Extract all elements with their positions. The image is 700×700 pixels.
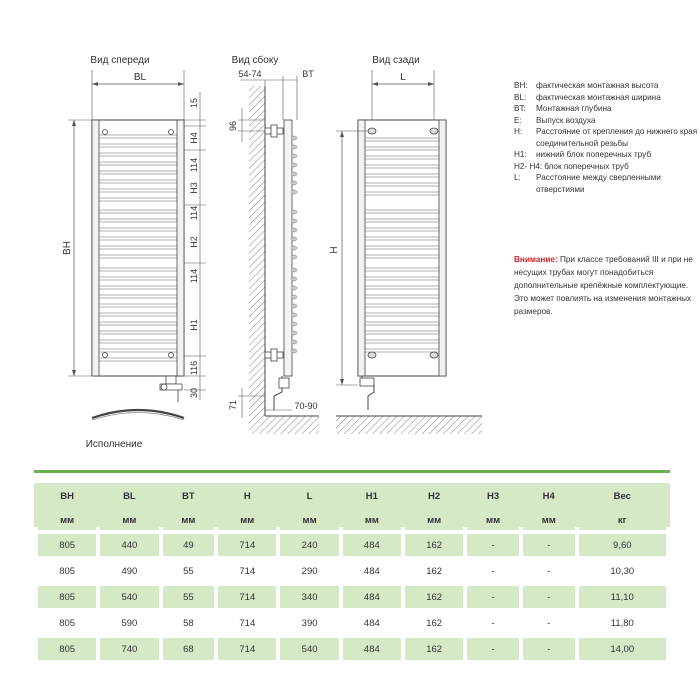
legend-desc: фактическая монтажная высота	[536, 81, 659, 90]
table-cell: 484	[343, 612, 401, 634]
curved-variant-icon	[92, 410, 184, 418]
table-cell: 55	[163, 560, 215, 582]
table-header-row	[38, 486, 666, 506]
table-row	[38, 586, 666, 608]
column-header: H4	[523, 486, 575, 506]
table-cell: -	[523, 612, 575, 634]
table-cell: 240	[280, 534, 338, 556]
front-view	[62, 55, 206, 450]
floor-hatch	[336, 416, 482, 434]
column-header: BL	[100, 486, 158, 506]
column-unit: мм	[100, 510, 158, 530]
mount-point-icon	[169, 353, 174, 358]
table-cell: 162	[405, 534, 463, 556]
table-cell: -	[523, 534, 575, 556]
column-header: H3	[467, 486, 519, 506]
table-cell: 740	[100, 638, 158, 660]
column-unit: мм	[163, 510, 215, 530]
dim-114-c: 114	[189, 268, 199, 284]
table-cell: 805	[38, 534, 96, 556]
legend-desc: фактическая монтажная ширина	[536, 92, 661, 102]
table-cell: -	[467, 586, 519, 608]
column-header: H2	[405, 486, 463, 506]
legend-key: H1:	[514, 150, 527, 159]
mount-point-icon	[169, 130, 174, 135]
table-cell: 805	[38, 560, 96, 582]
table-row	[38, 534, 666, 556]
dim-96: 96	[228, 120, 238, 132]
column-unit: мм	[523, 510, 575, 530]
table-row	[38, 612, 666, 634]
dim-116: 116	[189, 360, 199, 376]
legend-key: H2- H4:	[514, 161, 543, 171]
legend-row	[514, 115, 700, 127]
legend-key: BT:	[514, 104, 526, 113]
column-unit: кг	[579, 510, 666, 530]
column-unit: мм	[467, 510, 519, 530]
legend-row	[514, 172, 700, 195]
table-cell: -	[467, 560, 519, 582]
legend-desc: нижний блок поперечных труб	[536, 150, 652, 159]
column-header: H1	[343, 486, 401, 506]
table-cell: 340	[280, 586, 338, 608]
legend-desc: Монтажная глубина	[536, 104, 612, 113]
table-cell: -	[523, 586, 575, 608]
dim-h1: H1	[189, 319, 199, 331]
table-cell: 9,60	[579, 534, 666, 556]
table-cell: 805	[38, 638, 96, 660]
front-view-title: Вид спереди	[90, 55, 150, 66]
table-cell: 162	[405, 560, 463, 582]
table-cell: -	[523, 560, 575, 582]
table-cell: 58	[163, 612, 215, 634]
floor-hatch	[249, 416, 319, 434]
mount-hole-icon	[368, 128, 376, 134]
table-cell: 440	[100, 534, 158, 556]
table-units-row	[38, 510, 666, 530]
table-cell: 714	[218, 638, 276, 660]
mount-hole-icon	[430, 128, 438, 134]
column-unit: мм	[405, 510, 463, 530]
table-cell: 484	[343, 534, 401, 556]
table-cell: 10,30	[579, 560, 666, 582]
legend-row	[514, 149, 700, 161]
legend-key: E:	[514, 115, 522, 125]
legend-desc: Выпуск воздуха	[536, 115, 596, 125]
column-header: BT	[163, 486, 215, 506]
legend-desc: Расстояние между сверленными отверстиями	[536, 173, 661, 194]
column-unit: мм	[38, 510, 96, 530]
mount-hole-icon	[430, 352, 438, 358]
table-cell: -	[467, 638, 519, 660]
column-unit: мм	[218, 510, 276, 530]
warning-label: Внимание:	[514, 255, 558, 264]
valve-icon	[166, 376, 176, 384]
legend-key: BH:	[514, 81, 528, 90]
legend-desc: Расстояние от крепления до нижнего края соединительной резьбы	[536, 127, 698, 148]
table-cell: 55	[163, 586, 215, 608]
legend-desc: блок поперечных труб	[544, 161, 629, 171]
legend-row	[514, 80, 700, 92]
mount-hole-icon	[368, 352, 376, 358]
column-header: BH	[38, 486, 96, 506]
dim-15: 15	[189, 97, 199, 109]
table-cell: 714	[218, 586, 276, 608]
back-view-title: Вид сзади	[372, 55, 420, 66]
specs-table	[34, 482, 670, 664]
table-cell: 290	[280, 560, 338, 582]
legend-key: H:	[514, 127, 523, 136]
table-row	[38, 560, 666, 582]
table-cell: 484	[343, 560, 401, 582]
table-row	[38, 638, 666, 660]
table-cell: 714	[218, 612, 276, 634]
table-cell: -	[523, 638, 575, 660]
legend-row	[514, 161, 700, 173]
table-cell: 484	[343, 638, 401, 660]
legend-row	[514, 126, 700, 149]
table-cell: 590	[100, 612, 158, 634]
table-cell: 805	[38, 586, 96, 608]
dim-114-b: 114	[189, 205, 199, 221]
table-cell: 805	[38, 612, 96, 634]
table-cell: 162	[405, 638, 463, 660]
table-cell: -	[467, 612, 519, 634]
table-cell: 484	[343, 586, 401, 608]
legend-row	[514, 103, 700, 115]
back-view	[329, 55, 482, 434]
warning-text: При классе требований III и при не несущих трубах могут понадобиться дополнительные крепёжные комплектующие. Это может повлиять на изменения монтажных размеров.	[514, 255, 693, 316]
table-cell: 11,80	[579, 612, 666, 634]
table-cell: 714	[218, 534, 276, 556]
dim-30: 30	[189, 387, 199, 399]
side-view-title: Вид сбоку	[231, 55, 279, 66]
table-cell: 490	[100, 560, 158, 582]
mount-point-icon	[103, 353, 108, 358]
column-unit: мм	[280, 510, 338, 530]
wall-hatch	[249, 86, 265, 416]
mount-point-icon	[103, 130, 108, 135]
legend-key: BL:	[514, 92, 527, 102]
column-header: Вес	[579, 486, 666, 506]
table-cell: 49	[163, 534, 215, 556]
column-header: H	[218, 486, 276, 506]
table-cell: 714	[218, 560, 276, 582]
dim-bl-label: BL	[133, 72, 147, 83]
dim-54-74: 54-74	[238, 69, 262, 79]
table-cell: 14,00	[579, 638, 666, 660]
table-cell: 68	[163, 638, 215, 660]
table-cell: 162	[405, 586, 463, 608]
table-cell: 540	[280, 638, 338, 660]
table-cell: 540	[100, 586, 158, 608]
table-top-rule	[34, 470, 670, 473]
side-view	[228, 54, 319, 434]
legend-key: L:	[514, 173, 521, 182]
dim-h4: H4	[189, 132, 199, 144]
dim-114-a: 114	[189, 157, 199, 173]
dim-h2: H2	[189, 236, 199, 248]
table-cell: -	[467, 534, 519, 556]
dim-bt: BT	[302, 69, 314, 79]
dim-70-90: 70-90	[294, 401, 318, 411]
dim-l-label: L	[400, 72, 406, 83]
table-cell: 390	[280, 612, 338, 634]
column-unit: мм	[343, 510, 401, 530]
table-cell: 162	[405, 612, 463, 634]
legend-row	[514, 92, 700, 104]
table-cell: 11,10	[579, 586, 666, 608]
variant-title: Исполнение	[85, 439, 143, 450]
column-header: L	[280, 486, 338, 506]
dim-bh-label: BH	[62, 241, 73, 255]
dim-h-label: H	[329, 246, 340, 254]
dim-h3: H3	[189, 182, 199, 194]
legend	[514, 80, 700, 195]
dim-71: 71	[228, 399, 238, 411]
warning-note	[514, 253, 694, 318]
